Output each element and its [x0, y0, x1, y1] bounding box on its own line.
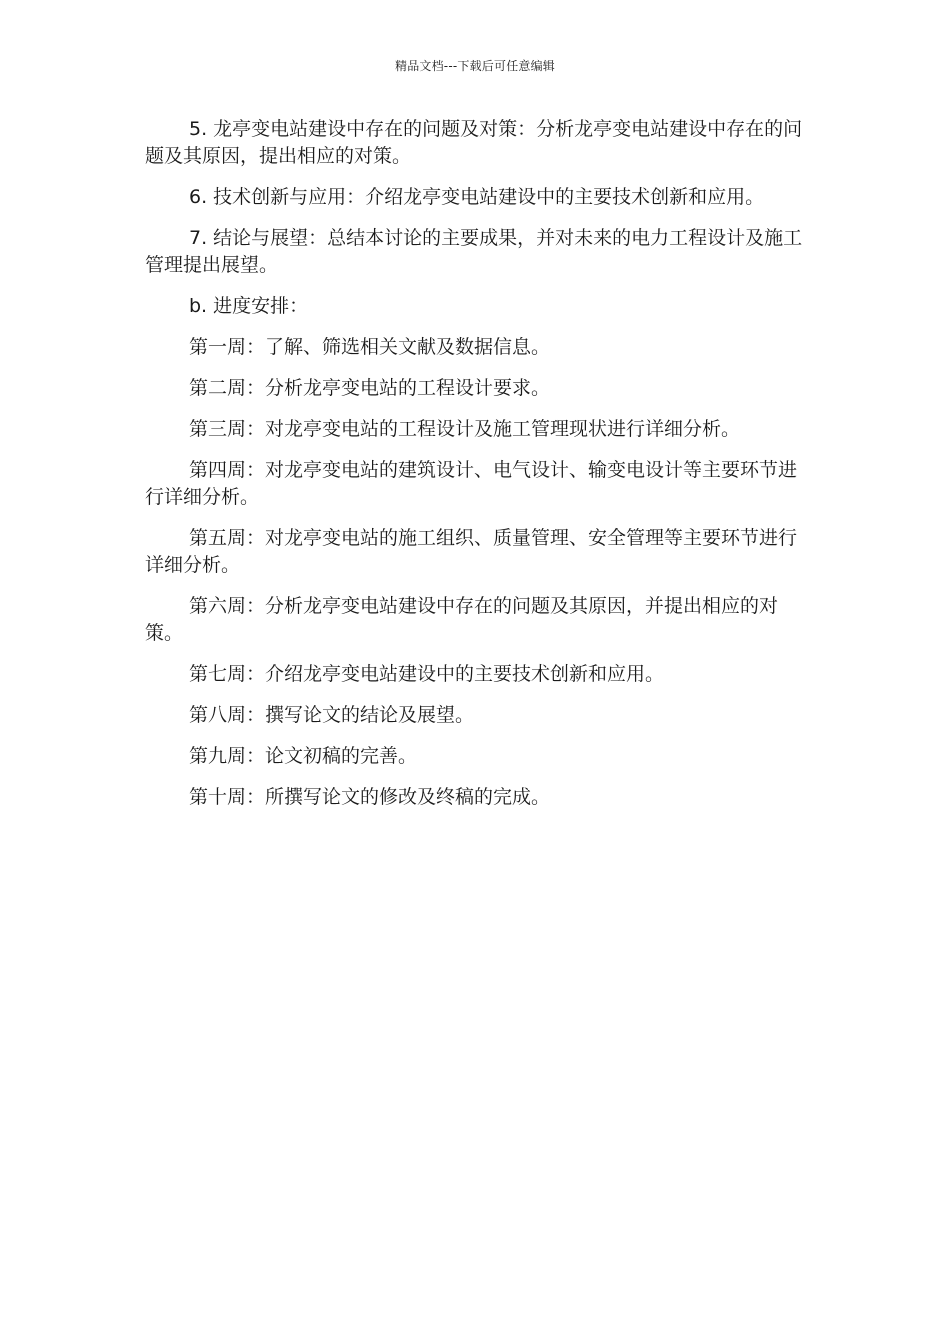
schedule-week-7: 第七周：介绍龙亭变电站建设中的主要技术创新和应用。 — [189, 663, 665, 685]
outline-item-7: 7. 结论与展望：总结本讨论的主要成果，并对未来的电力工程设计及施工管理提出展望。 — [145, 227, 803, 276]
schedule-week-4: 第四周：对龙亭变电站的建筑设计、电气设计、输变电设计等主要环节进行详细分析。 — [145, 459, 798, 508]
outline-item-5: 5. 龙亭变电站建设中存在的问题及对策：分析龙亭变电站建设中存在的问题及其原因，提出相应的对策。 — [145, 118, 803, 167]
schedule-week-1: 第一周：了解、筛选相关文献及数据信息。 — [189, 336, 551, 358]
schedule-week-3: 第三周：对龙亭变电站的工程设计及施工管理现状进行详细分析。 — [189, 418, 741, 440]
document-body — [145, 116, 805, 825]
schedule-week-8: 第八周：撰写论文的结论及展望。 — [189, 704, 475, 726]
schedule-week-2: 第二周：分析龙亭变电站的工程设计要求。 — [189, 377, 551, 399]
outline-item-6: 6. 技术创新与应用：介绍龙亭变电站建设中的主要技术创新和应用。 — [189, 186, 765, 208]
schedule-week-9: 第九周：论文初稿的完善。 — [189, 745, 418, 767]
schedule-week-10: 第十周：所撰写论文的修改及终稿的完成。 — [189, 786, 551, 808]
page-header: 精品文档---下载后可任意编辑 — [395, 59, 555, 73]
schedule-week-6: 第六周：分析龙亭变电站建设中存在的问题及其原因，并提出相应的对策。 — [145, 595, 779, 644]
schedule-week-5: 第五周：对龙亭变电站的施工组织、质量管理、安全管理等主要环节进行详细分析。 — [145, 527, 798, 576]
schedule-heading: b. 进度安排： — [189, 295, 309, 317]
